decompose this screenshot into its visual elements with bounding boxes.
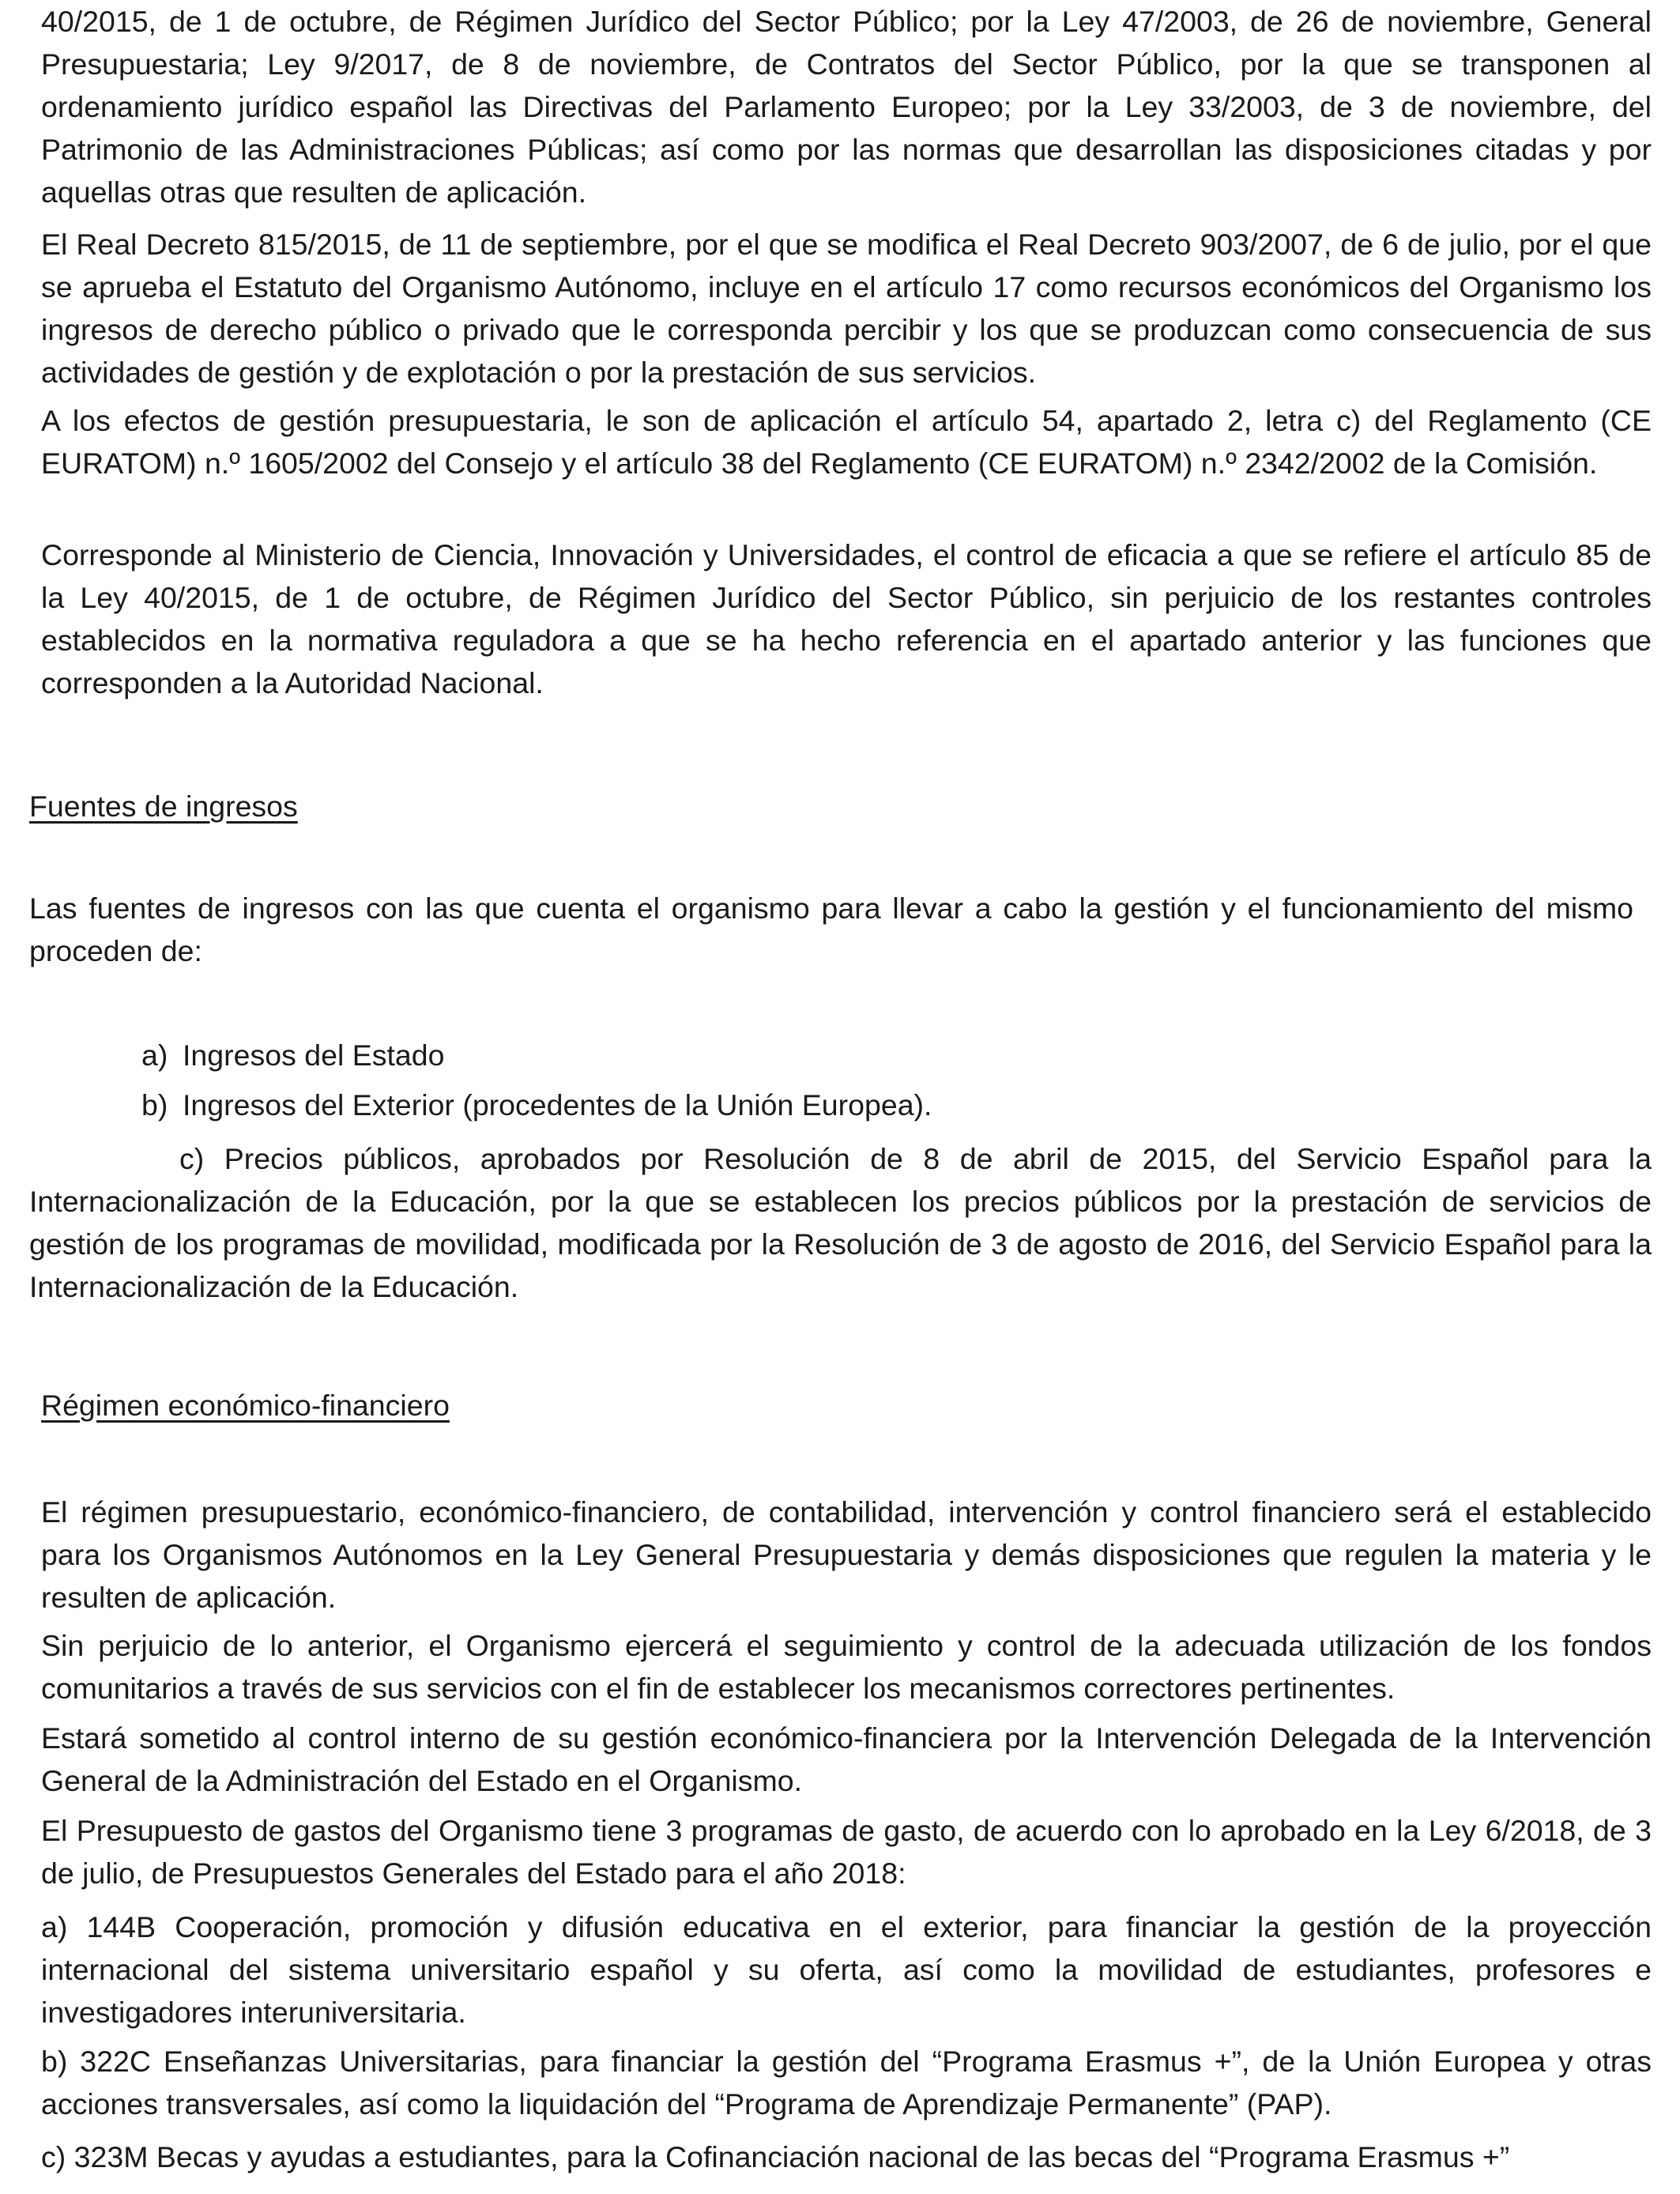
list-item-ingresos-estado [141, 1034, 444, 1076]
paragraph-programa-144b: a) 144B Cooperación, promoción y difusión educativa en el exterior, para financiar la gestión de la proyección internacional del sistema universitario español y su oferta, así como la movilidad de estudiantes, profesores e investigadores interuniversitaria. [41, 1910, 1652, 2029]
paragraph-legal-framework: 40/2015, de 1 de octubre, de Régimen Jurídico del Sector Público; por la Ley 47/2003, de 26 de noviembre, General Presupuestaria; Ley 9/2017, de 8 de noviembre, de Contratos del Sector Público, por la que se transponen al ordenamiento jurídico español las Directivas del Parlamento Europeo; por la Ley 33/2003, de 3 de noviembre, del Patrimonio de las Administraciones Públicas; así como por las normas que desarrollan las disposiciones citadas y por aquellas otras que resulten de aplicación. [41, 5, 1652, 209]
paragraph-programa-323m: c) 323M Becas y ayudas a estudiantes, para la Cofinanciación nacional de las becas del “Programa Erasmus +” [41, 2140, 1510, 2173]
paragraph-gestion-presupuestaria: A los efectos de gestión presupuestaria, le son de aplicación el artículo 54, apartado 2, letra c) del Reglamento (CE EURATOM) n.º 1605/2002 del Consejo y el artículo 38 del Reglamento (CE EURATOM) n.º 2342/2002 de la Comisión. [41, 404, 1652, 480]
paragraph-programa-322c: b) 322C Enseñanzas Universitarias, para financiar la gestión del “Programa Erasmus +”, de la Unión Europea y otras acciones transversales, así como la liquidación del “Programa de Aprendizaje Permanente” (PAP). [41, 2045, 1652, 2120]
paragraph-regimen-presupuestario: El régimen presupuestario, económico-financiero, de contabilidad, intervención y control financiero será el establecido para los Organismos Autónomos en la Ley General Presupuestaria y demás disposiciones que regulen la materia y le resulten de aplicación. [41, 1495, 1652, 1614]
heading-fuentes-de-ingresos: Fuentes de ingresos [29, 790, 298, 823]
list-item-text: Ingresos del Exterior (procedentes de la Unión Europea). [183, 1088, 932, 1122]
paragraph-presupuesto-gastos: El Presupuesto de gastos del Organismo tiene 3 programas de gasto, de acuerdo con lo aprobado en la Ley 6/2018, de 3 de julio, de Presupuestos Generales del Estado para el año 2018: [41, 1814, 1652, 1890]
paragraph-control-interno: Estará sometido al control interno de su gestión económico-financiera por la Intervención Delegada de la Intervención General de la Administración del Estado en el Organismo. [41, 1721, 1652, 1797]
paragraph-control-eficacia: Corresponde al Ministerio de Ciencia, Innovación y Universidades, el control de eficacia a que se refiere el artículo 85 de la Ley 40/2015, de 1 de octubre, de Régimen Jurídico del Sector Público, sin perjuicio de los restantes controles establecidos en la normativa reguladora a que se ha hecho referencia en el apartado anterior y las funciones que corresponden a la Autoridad Nacional. [41, 538, 1652, 699]
heading-regimen-economico-financiero: Régimen económico-financiero [41, 1389, 450, 1422]
list-item-precios-publicos: c) Precios públicos, aprobados por Resolución de 8 de abril de 2015, del Servicio Español para la Internacionalización de la Educación, por la que se establecen los precios públicos por la prestación de servicios de gestión de los programas de movilidad, modificada por la Resolución de 3 de agosto de 2016, del Servicio Español para la Internacionalización de la Educación. [29, 1142, 1652, 1303]
paragraph-fuentes-intro: Las fuentes de ingresos con las que cuenta el organismo para llevar a cabo la gestión y el funcionamiento del mismo proceden de: [29, 892, 1633, 967]
list-marker: a) [141, 1039, 168, 1072]
paragraph-seguimiento-control: Sin perjuicio de lo anterior, el Organismo ejercerá el seguimiento y control de la adecuada utilización de los fondos comunitarios a través de sus servicios con el fin de establecer los mecanismos correctores pertinentes. [41, 1629, 1652, 1705]
paragraph-real-decreto: El Real Decreto 815/2015, de 11 de septiembre, por el que se modifica el Real Decreto 903/2007, de 6 de julio, por el que se aprueba el Estatuto del Organismo Autónomo, incluye en el artículo 17 como recursos económicos del Organismo los ingresos de derecho público o privado que le corresponda percibir y los que se produzcan como consecuencia de sus actividades de gestión y de explotación o por la prestación de sus servicios. [41, 228, 1652, 389]
list-marker: b) [141, 1088, 168, 1122]
list-item-text: Ingresos del Estado [183, 1039, 445, 1072]
list-item-ingresos-exterior [141, 1084, 932, 1126]
